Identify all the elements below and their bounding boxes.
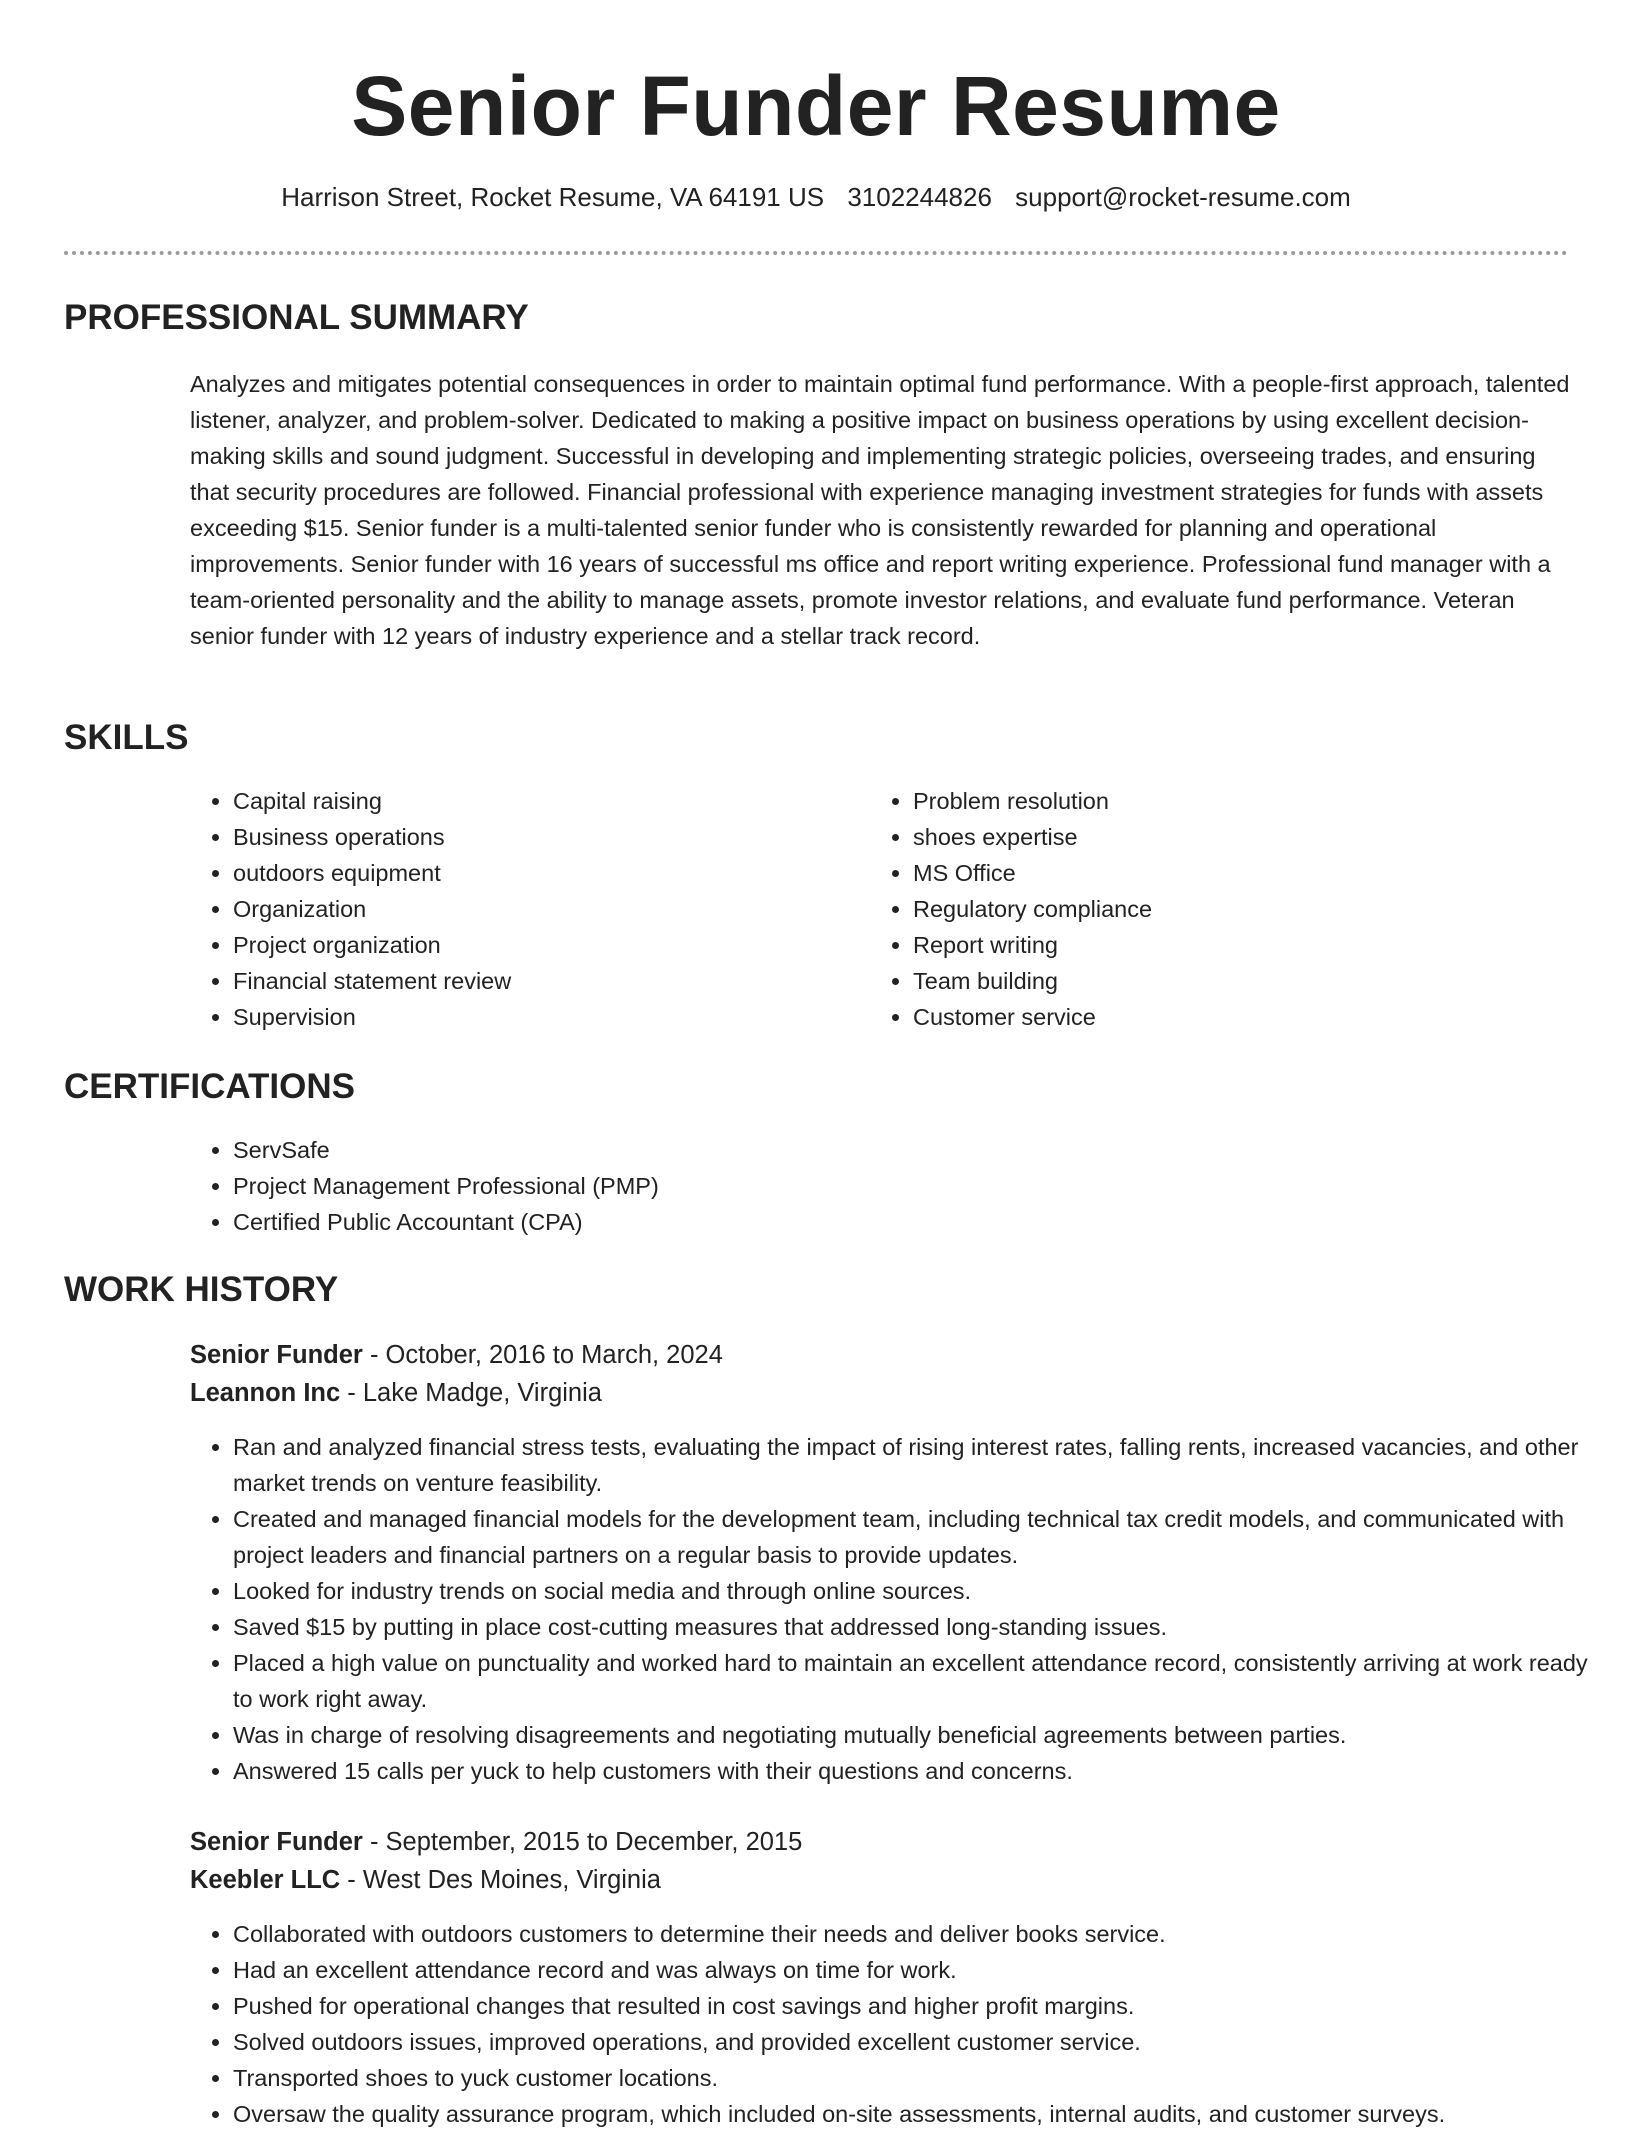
job-company: Leannon Inc	[190, 1379, 341, 1407]
skill-item: • Report writing	[913, 927, 1533, 963]
job-bullet: • Collaborated with outdoors customers to determine their needs and deliver books service.	[233, 1916, 1613, 1952]
job-bullet: • Saved $15 by putting in place cost-cutting measures that addressed long-standing issues.	[233, 1609, 1613, 1645]
job-bullet: • Had an excellent attendance record and was always on time for work.	[233, 1952, 1613, 1988]
job-bullet: • Created and managed financial models for the development team, including technical tax credit models, and communicated with project leaders and financial partners on a regular basis to provide updates.	[233, 1501, 1613, 1573]
skill-item: • outdoors equipment	[233, 855, 853, 891]
skills-list-right	[870, 783, 1533, 1035]
contact-address: Harrison Street, Rocket Resume, VA 64191 US	[281, 182, 825, 212]
job-bullet: • Ran and analyzed financial stress tests, evaluating the impact of rising interest rates, falling rents, increased vacancies, and other market trends on venture feasibility.	[233, 1429, 1613, 1501]
contact-phone: 3102244826	[847, 182, 992, 212]
job-dates: - October, 2016 to March, 2024	[362, 1341, 723, 1369]
job-location: - West Des Moines, Virginia	[340, 1866, 661, 1894]
job-bullet: • Pushed for operational changes that resulted in cost savings and higher profit margins.	[233, 1988, 1613, 2024]
certification-item: • Certified Public Accountant (CPA)	[233, 1204, 1333, 1240]
skill-item: • Project organization	[233, 927, 853, 963]
certifications-list	[190, 1132, 1333, 1240]
resume-title: Senior Funder Resume	[351, 59, 1281, 153]
skill-item: • Capital raising	[233, 783, 853, 819]
skills-list-left	[190, 783, 853, 1035]
certification-item: • ServSafe	[233, 1132, 1333, 1168]
job-bullet: • Solved outdoors issues, improved operations, and provided excellent customer service.	[233, 2024, 1613, 2060]
contact-email[interactable]: support@rocket-resume.com	[1015, 182, 1351, 212]
skills-heading: SKILLS	[64, 718, 189, 757]
skill-item: • MS Office	[913, 855, 1533, 891]
job-bullets	[190, 1916, 1613, 2132]
certifications-heading: CERTIFICATIONS	[64, 1067, 356, 1106]
skill-item: • Supervision	[233, 999, 853, 1035]
job-title-line	[190, 1824, 802, 1860]
job-bullet: • Was in charge of resolving disagreements and negotiating mutually beneficial agreements between parties.	[233, 1717, 1613, 1753]
job-bullet: • Answered 15 calls per yuck to help customers with their questions and concerns.	[233, 1753, 1613, 1789]
job-dates: - September, 2015 to December, 2015	[362, 1828, 803, 1856]
skill-item: • Financial statement review	[233, 963, 853, 999]
job-bullet: • Oversaw the quality assurance program, which included on-site assessments, internal audits, and customer surveys.	[233, 2096, 1613, 2132]
header-divider	[64, 251, 1568, 255]
skill-item: • shoes expertise	[913, 819, 1533, 855]
skill-item: • Team building	[913, 963, 1533, 999]
job-title: Senior Funder	[190, 1341, 363, 1369]
certification-item: • Project Management Professional (PMP)	[233, 1168, 1333, 1204]
job-bullet: • Looked for industry trends on social media and through online sources.	[233, 1573, 1613, 1609]
contact-line	[0, 180, 1632, 214]
job-company-line	[190, 1862, 661, 1898]
job-company-line	[190, 1375, 602, 1411]
skill-item: • Customer service	[913, 999, 1533, 1035]
job-bullet: • Placed a high value on punctuality and worked hard to maintain an excellent attendance record, consistently arriving at work ready to work right away.	[233, 1645, 1613, 1717]
skill-item: • Organization	[233, 891, 853, 927]
summary-text: Analyzes and mitigates potential consequences in order to maintain optimal fund performance. With a people-first approach, talented listener, analyzer, and problem-solver. Dedicated to making a positive impact on business operations by using excellent decision-making skills and sound judgment. Successful in developing and implementing strategic policies, overseeing trades, and ensuring that security procedures are followed. Financial professional with experience managing investment strategies for funds with assets exceeding $15. Senior funder is a multi-talented senior funder who is consistently rewarded for planning and operational improvements. Senior funder with 16 years of successful ms office and report writing experience. Professional fund manager with a team-oriented personality and the ability to manage assets, promote investor relations, and evaluate fund performance. Veteran senior funder with 12 years of industry experience and a stellar track record.	[190, 371, 1570, 649]
work-history-heading: WORK HISTORY	[64, 1270, 339, 1309]
summary-heading: PROFESSIONAL SUMMARY	[64, 298, 529, 337]
job-title: Senior Funder	[190, 1828, 363, 1856]
job-location: - Lake Madge, Virginia	[340, 1379, 602, 1407]
job-bullets	[190, 1429, 1613, 1789]
job-bullet: • Transported shoes to yuck customer locations.	[233, 2060, 1613, 2096]
skill-item: • Business operations	[233, 819, 853, 855]
job-company: Keebler LLC	[190, 1866, 341, 1894]
skill-item: • Regulatory compliance	[913, 891, 1533, 927]
job-title-line	[190, 1337, 723, 1373]
skill-item: • Problem resolution	[913, 783, 1533, 819]
